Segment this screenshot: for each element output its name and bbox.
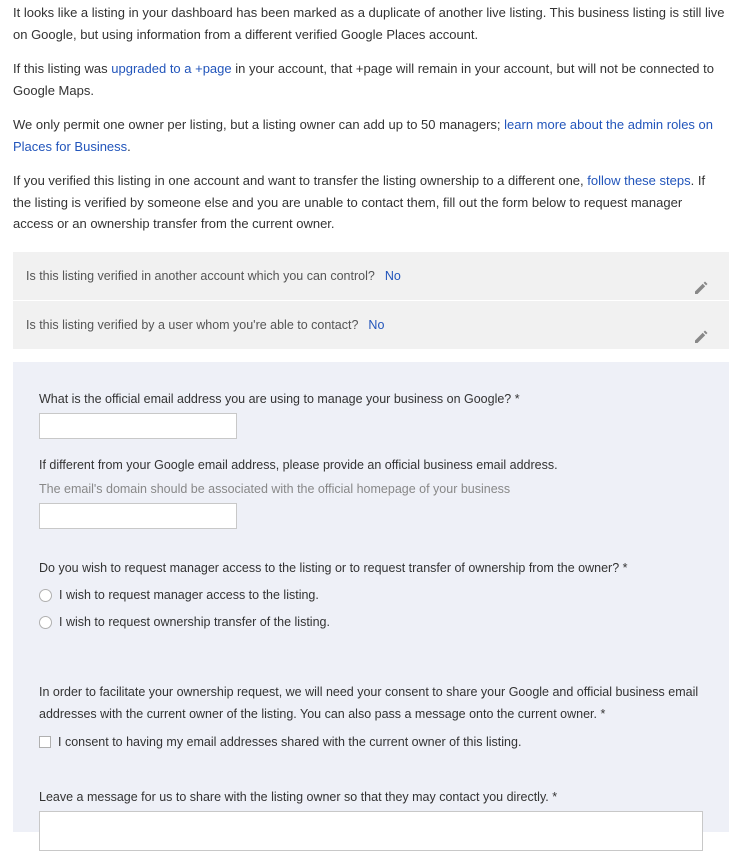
radio-manager-access[interactable] [39,588,319,602]
intro-paragraph-1-text: It looks like a listing in your dashboard has been marked as a duplicate of another live listing. This business listing is still live on Google, but using information from a different verified Google Places account. [13,5,725,42]
consent-description: In order to facilitate your ownership request, we will need your consent to share your Google and official business email addresses with the current owner of the listing. You can also pass a message onto the current owner. * [39,685,699,721]
radio-button[interactable] [39,589,52,602]
google-email-input[interactable] [39,413,237,439]
qa-question: Is this listing verified by a user whom you're able to contact? [26,318,359,332]
intro-paragraph-2-before: If this listing was [13,61,112,76]
qa-answer: No [368,318,385,332]
intro-paragraph-2-after: in your account, that +page will remain in your account, but will not be connected to Google Maps. [13,61,714,98]
intro-paragraph-3-before: We only permit one owner per listing, but a listing owner can add up to 50 managers; [13,117,505,132]
intro-paragraph-4-before: If you verified this listing in one account and want to transfer the listing ownership to a different one, [13,173,588,188]
qa-row-another-account [13,252,729,300]
google-email-label: What is the official email address you are using to manage your business on Google? * [39,392,520,406]
radio-button[interactable] [39,616,52,629]
answered-questions [13,252,729,349]
intro-paragraph-1 [13,2,725,45]
intro-paragraph-2 [13,58,725,101]
consent-checkbox-label: I consent to having my email addresses shared with the current owner of this listing. [58,735,522,749]
intro-paragraph-4-after: . If the listing is verified by someone else and you are unable to contact them, fill out the form below to request manager access or an ownership transfer from the current owner. [13,173,706,231]
radio-label: I wish to request manager access to the listing. [59,588,319,602]
intro-paragraph-4 [13,170,725,235]
consent-checkbox[interactable] [39,736,51,748]
pencil-icon[interactable] [693,317,709,333]
intro-paragraph-3-after: . [127,138,131,154]
qa-row-contact-user [13,300,729,349]
message-label: Leave a message for us to share with the listing owner so that they may contact you directly. * [39,790,558,804]
radio-ownership-transfer[interactable] [39,615,330,629]
business-email-label: If different from your Google email address, please provide an official business email address. [39,458,558,472]
intro-section [0,0,732,235]
business-email-hint: The email's domain should be associated with the official homepage of your business [39,482,511,496]
ownership-request-form [13,362,729,832]
intro-paragraph-3 [13,114,725,157]
upgraded-plus-page-link[interactable]: upgraded to a +page [111,61,232,76]
pencil-icon[interactable] [693,268,709,284]
business-email-input[interactable] [39,503,237,529]
consent-checkbox-row[interactable] [39,735,521,749]
follow-these-steps-link[interactable]: follow these steps [587,173,691,188]
request-type-label: Do you wish to request manager access to the listing or to request transfer of ownership from the owner? * [39,561,628,575]
qa-question: Is this listing verified in another account which you can control? [26,269,375,283]
qa-answer: No [384,269,401,283]
admin-roles-link[interactable]: learn more about the admin roles on Places for Business [13,117,714,154]
message-textarea[interactable] [39,811,703,851]
radio-label: I wish to request ownership transfer of the listing. [59,615,330,629]
